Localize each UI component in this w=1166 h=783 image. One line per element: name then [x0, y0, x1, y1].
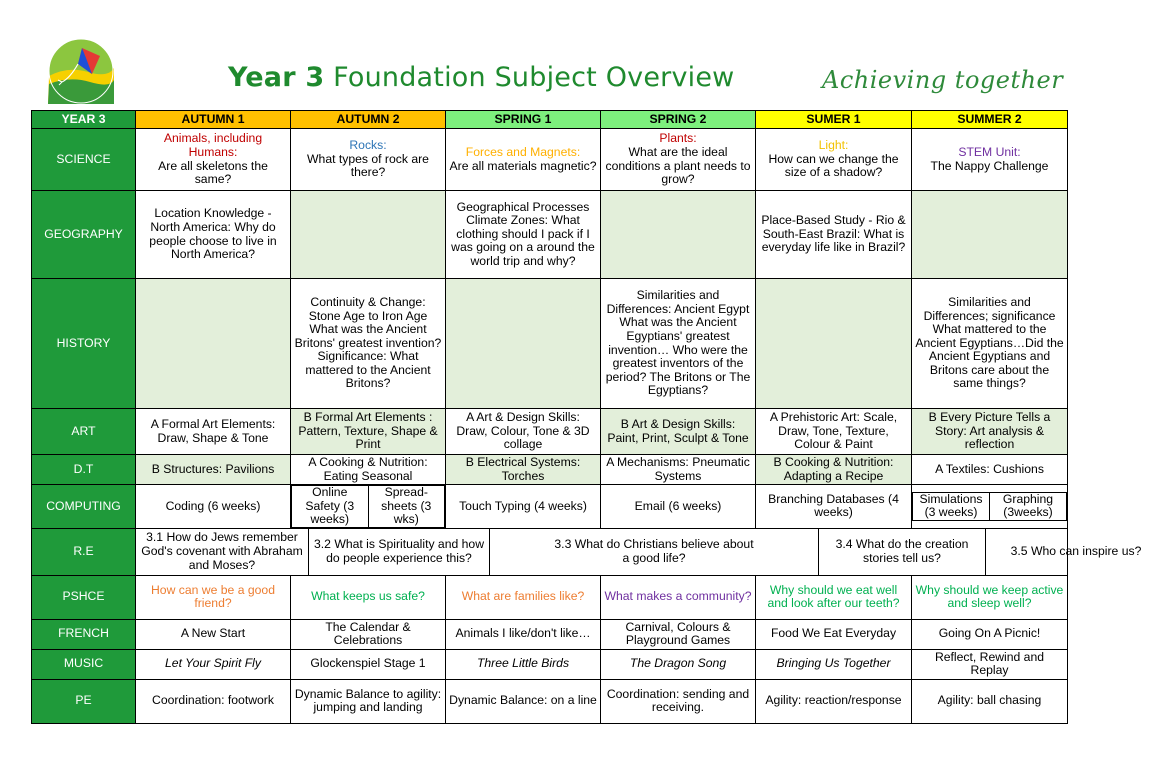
row-label-pshce: PSHCE	[32, 575, 136, 619]
computing-graphing: Graphing (3weeks)	[990, 492, 1067, 520]
header-year: YEAR 3	[32, 111, 136, 129]
pe-spring-1: Dynamic Balance: on a line	[446, 679, 601, 723]
computing-online-safety: Online Safety (3 weeks)	[292, 486, 369, 528]
re-units	[136, 528, 1142, 575]
header-spring-1: SPRING 1	[446, 111, 601, 129]
music-summer-1: Bringing Us Together	[756, 649, 912, 679]
dt-spring-2: A Mechanisms: Pneumatic Systems	[601, 455, 756, 485]
row-label-re: R.E	[32, 528, 136, 575]
history-autumn-1	[136, 279, 291, 409]
french-spring-2: Carnival, Colours & Playground Games	[601, 619, 756, 649]
dt-summer-1: B Cooking & Nutrition: Adapting a Recipe	[756, 455, 912, 485]
school-kite-logo	[48, 38, 114, 104]
music-autumn-2: Glockenspiel Stage 1	[291, 649, 446, 679]
art-spring-1: A Art & Design Skills: Draw, Colour, Tone & 3D collage	[446, 409, 601, 455]
dt-spring-1: B Electrical Systems: Torches	[446, 455, 601, 485]
music-autumn-1: Let Your Spirit Fly	[136, 649, 291, 679]
art-summer-2: B Every Picture Tells a Story: Art analysis & reflection	[912, 409, 1068, 455]
science-spring-2: Plants: What are the ideal conditions a plant needs to grow?	[601, 129, 756, 191]
geography-row	[32, 191, 1068, 279]
french-row	[32, 619, 1068, 649]
science-spring-1: Forces and Magnets: Are all materials magnetic?	[446, 129, 601, 191]
re-unit-3-3: 3.3 What do Christians believe about a good life?	[554, 537, 754, 565]
header-summer-2: SUMMER 2	[912, 111, 1068, 129]
computing-summer-2	[912, 485, 1068, 529]
geography-autumn-2	[291, 191, 446, 279]
dt-autumn-2: A Cooking & Nutrition: Eating Seasonal	[291, 455, 446, 485]
french-autumn-2: The Calendar & Celebrations	[291, 619, 446, 649]
pshce-spring-2: What makes a community?	[601, 575, 756, 619]
french-autumn-1: A New Start	[136, 619, 291, 649]
re-row	[32, 528, 1068, 575]
row-label-french: FRENCH	[32, 619, 136, 649]
geography-autumn-1: Location Knowledge - North America: Why do people choose to live in North America?	[136, 191, 291, 279]
computing-spreadsheets: Spread-sheets (3 wks)	[368, 486, 445, 528]
row-label-dt: D.T	[32, 455, 136, 485]
french-spring-1: Animals I like/don't like…	[446, 619, 601, 649]
re-unit-3-2: 3.2 What is Spirituality and how do people experience this?	[313, 537, 485, 565]
history-summer-1	[756, 279, 912, 409]
row-label-science: SCIENCE	[32, 129, 136, 191]
school-motto: Achieving together	[822, 66, 1064, 94]
row-label-computing: COMPUTING	[32, 485, 136, 529]
computing-summer-1: Branching Databases (4 weeks)	[756, 485, 912, 529]
pe-spring-2: Coordination: sending and receiving.	[601, 679, 756, 723]
computing-simulations: Simulations (3 weeks)	[913, 492, 990, 520]
re-unit-3-5: 3.5 Who can inspire us?	[1010, 543, 1142, 558]
dt-summer-2: A Textiles: Cushions	[912, 455, 1068, 485]
computing-spring-2: Email (6 weeks)	[601, 485, 756, 529]
re-unit-3-1: 3.1 How do Jews remember God's covenant with Abraham and Moses?	[141, 530, 303, 572]
art-autumn-1: A Formal Art Elements: Draw, Shape & Tone	[136, 409, 291, 455]
science-summer-2: STEM Unit: The Nappy Challenge	[912, 129, 1068, 191]
art-row	[32, 409, 1068, 455]
pshce-summer-2: Why should we keep active and sleep well?	[912, 575, 1068, 619]
header-autumn-1: AUTUMN 1	[136, 111, 291, 129]
pe-autumn-2: Dynamic Balance to agility: jumping and landing	[291, 679, 446, 723]
geography-summer-2	[912, 191, 1068, 279]
header-spring-2: SPRING 2	[601, 111, 756, 129]
geography-spring-1: Geographical Processes Climate Zones: What clothing should I pack if I was going on a around the world trip and why?	[446, 191, 601, 279]
history-summer-2: Similarities and Differences; significance What mattered to the Ancient Egyptians…Did the Ancient Egyptians and Britons care about the same things?	[912, 279, 1068, 409]
history-row	[32, 279, 1068, 409]
history-spring-1	[446, 279, 601, 409]
row-label-geography: GEOGRAPHY	[32, 191, 136, 279]
geography-summer-1: Place-Based Study - Rio & South-East Brazil: What is everyday life like in Brazil?	[756, 191, 912, 279]
french-summer-1: Food We Eat Everyday	[756, 619, 912, 649]
row-label-pe: PE	[32, 679, 136, 723]
history-autumn-2: Continuity & Change: Stone Age to Iron Age What was the Ancient Britons' greatest invention? Significance: What mattered to the Ancient Britons?	[291, 279, 446, 409]
science-summer-1: Light: How can we change the size of a shadow?	[756, 129, 912, 191]
history-spring-2: Similarities and Differences: Ancient Egypt What was the Ancient Egyptians' greatest invention… Who were the greatest inventors of the period? The Britons or The Egyptians?	[601, 279, 756, 409]
page-title: Year 3 Foundation Subject Overview	[228, 62, 735, 93]
art-summer-1: A Prehistoric Art: Scale, Draw, Tone, Texture, Colour & Paint	[756, 409, 912, 455]
dt-row	[32, 455, 1068, 485]
header-row	[32, 111, 1068, 129]
header-summer-1: SUMER 1	[756, 111, 912, 129]
music-row	[32, 649, 1068, 679]
pshce-spring-1: What are families like?	[446, 575, 601, 619]
computing-autumn-1: Coding (6 weeks)	[136, 485, 291, 529]
row-label-history: HISTORY	[32, 279, 136, 409]
pe-row	[32, 679, 1068, 723]
science-row	[32, 129, 1068, 191]
music-spring-1: Three Little Birds	[446, 649, 601, 679]
pe-summer-2: Agility: ball chasing	[912, 679, 1068, 723]
pe-autumn-1: Coordination: footwork	[136, 679, 291, 723]
computing-spring-1: Touch Typing (4 weeks)	[446, 485, 601, 529]
french-summer-2: Going On A Picnic!	[912, 619, 1068, 649]
dt-autumn-1: B Structures: Pavilions	[136, 455, 291, 485]
computing-autumn-2	[291, 485, 446, 529]
row-label-art: ART	[32, 409, 136, 455]
science-autumn-1: Animals, including Humans: Are all skeletons the same?	[136, 129, 291, 191]
pshce-autumn-1: How can we be a good friend?	[136, 575, 291, 619]
pe-summer-1: Agility: reaction/response	[756, 679, 912, 723]
computing-row	[32, 485, 1068, 529]
art-autumn-2: B Formal Art Elements : Pattern, Texture, Shape & Print	[291, 409, 446, 455]
music-spring-2: The Dragon Song	[601, 649, 756, 679]
art-spring-2: B Art & Design Skills: Paint, Print, Sculpt & Tone	[601, 409, 756, 455]
header-autumn-2: AUTUMN 2	[291, 111, 446, 129]
music-summer-2: Reflect, Rewind and Replay	[912, 649, 1068, 679]
subject-overview-table	[31, 110, 1142, 724]
science-autumn-2: Rocks: What types of rock are there?	[291, 129, 446, 191]
re-unit-3-4: 3.4 What do the creation stories tell us?	[835, 537, 969, 565]
pshce-summer-1: Why should we eat well and look after our teeth?	[756, 575, 912, 619]
row-label-music: MUSIC	[32, 649, 136, 679]
geography-spring-2	[601, 191, 756, 279]
pshce-row	[32, 575, 1068, 619]
pshce-autumn-2: What keeps us safe?	[291, 575, 446, 619]
